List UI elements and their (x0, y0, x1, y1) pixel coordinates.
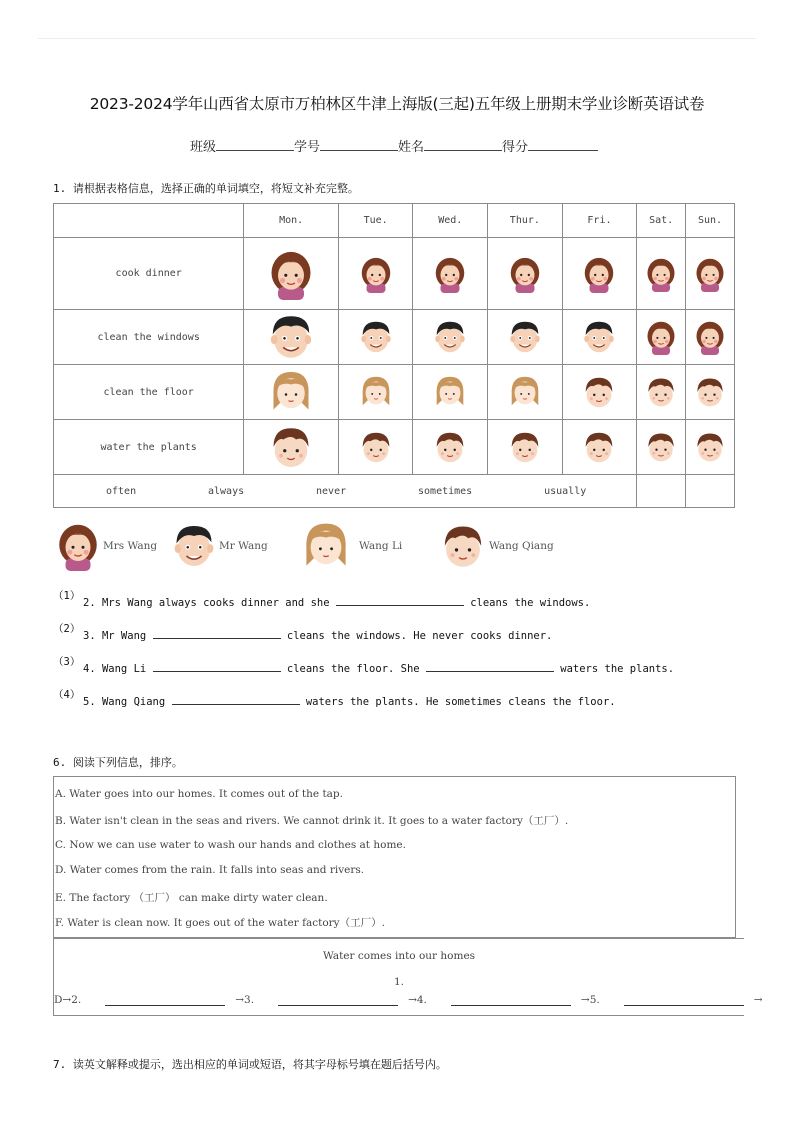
name-label: 姓名 (398, 140, 425, 155)
reading-info-box (53, 776, 736, 938)
sub-question-text: 3. Mr Wang cleans the windows. He never cooks dinner. (83, 627, 552, 642)
name-blank[interactable] (424, 136, 502, 151)
info-line: D. Water comes from the rain. It falls into seas and rivers. (55, 864, 365, 876)
chores-table (53, 203, 735, 508)
answer-blank[interactable] (105, 994, 225, 1006)
table-row (54, 420, 735, 475)
boy-face-icon (338, 420, 413, 475)
answer-blank[interactable] (451, 994, 571, 1006)
answer-blank[interactable] (278, 994, 398, 1006)
day-header: Tue. (338, 204, 413, 238)
activity-label: water the plants (54, 420, 244, 475)
student-number-label: 学号 (294, 140, 321, 155)
boy-face-icon (686, 420, 735, 475)
word-bank-cell (54, 475, 637, 508)
girl-face-icon (297, 518, 355, 574)
empty-cell (637, 475, 686, 508)
student-number-blank[interactable] (320, 136, 398, 151)
flow-title: Water comes into our homes (322, 950, 476, 962)
boy-face-icon (562, 365, 637, 420)
legend-label: Mrs Wang (103, 540, 158, 552)
word-bank-item: always (208, 485, 245, 497)
day-header: Thur. (488, 204, 563, 238)
boy-face-icon (637, 365, 686, 420)
dad-face-icon (413, 310, 488, 365)
ordering-sequence (54, 994, 763, 1006)
class-label: 班级 (190, 140, 217, 155)
answer-blank[interactable] (172, 693, 300, 705)
legend-item (169, 518, 268, 574)
answer-blank[interactable] (624, 994, 744, 1006)
sequence-arrow: → (753, 994, 763, 1006)
word-bank-item: often (106, 485, 137, 497)
activity-label: clean the floor (54, 365, 244, 420)
activity-label: cook dinner (54, 238, 244, 310)
info-line: C. Now we can use water to wash our hands and clothes at home. (55, 839, 406, 851)
sub-question-number: （2） (53, 623, 81, 635)
score-blank[interactable] (528, 136, 598, 151)
activity-label: clean the windows (54, 310, 244, 365)
word-bank-item: usually (544, 485, 587, 497)
sub-question-number: （3） (53, 656, 81, 668)
mom-face-icon (562, 238, 637, 310)
answer-blank[interactable] (426, 660, 554, 672)
boy-face-icon (244, 420, 339, 475)
table-row (54, 310, 735, 365)
day-header: Sun. (686, 204, 735, 238)
sub-question-text: 4. Wang Li cleans the floor. She waters the plants. (83, 660, 674, 675)
mom-face-icon (637, 310, 686, 365)
girl-face-icon (488, 365, 563, 420)
mom-face-icon (637, 238, 686, 310)
legend-item (297, 518, 402, 574)
empty-cell (686, 475, 735, 508)
score-label: 得分 (502, 140, 529, 155)
word-bank (54, 486, 636, 497)
mom-face-icon (53, 518, 103, 574)
character-legend (53, 518, 735, 574)
word-bank-row (54, 475, 735, 508)
day-header: Sat. (637, 204, 686, 238)
sub-question-text: 5. Wang Qiang waters the plants. He sometimes cleans the floor. (83, 693, 616, 708)
word-bank-item: never (316, 485, 347, 497)
boy-face-icon (413, 420, 488, 475)
mom-face-icon (488, 238, 563, 310)
boy-face-icon (562, 420, 637, 475)
mom-face-icon (338, 238, 413, 310)
dad-face-icon (562, 310, 637, 365)
sequence-arrow: →4. (408, 994, 427, 1006)
girl-face-icon (338, 365, 413, 420)
question-1-instruction: 1. 请根据表格信息，选择正确的单词填空，将短文补充完整。 (53, 182, 359, 195)
table-row (54, 238, 735, 310)
sequence-start: D→2. (54, 994, 82, 1006)
table-corner-cell (54, 204, 244, 238)
mom-face-icon (686, 310, 735, 365)
flow-step-one: 1. (393, 976, 405, 988)
table-header-row (54, 204, 735, 238)
page-title: 2023-2024学年山西省太原市万柏林区牛津上海版(三起)五年级上册期末学业诊断英语试卷 (89, 95, 705, 113)
dad-face-icon (169, 518, 219, 574)
girl-face-icon (244, 365, 339, 420)
sequence-arrow: →5. (580, 994, 600, 1006)
answer-blank[interactable] (153, 660, 281, 672)
legend-label: Mr Wang (219, 540, 268, 552)
legend-item (437, 518, 554, 574)
answer-blank[interactable] (153, 627, 281, 639)
dad-face-icon (244, 310, 339, 365)
day-header: Wed. (413, 204, 488, 238)
info-line: B. Water isn't clean in the seas and rivers. We cannot drink it. It goes to a water factory（工厂）. (55, 815, 569, 827)
mom-face-icon (413, 238, 488, 310)
sub-question-number: （1） (53, 590, 81, 602)
girl-face-icon (413, 365, 488, 420)
class-blank[interactable] (216, 136, 294, 151)
boy-face-icon (488, 420, 563, 475)
answer-blank[interactable] (336, 594, 464, 606)
question-6-instruction: 6. 阅读下列信息，排序。 (53, 756, 183, 769)
top-divider (38, 38, 756, 39)
mom-face-icon (244, 238, 339, 310)
dad-face-icon (488, 310, 563, 365)
day-header: Fri. (562, 204, 637, 238)
boy-face-icon (637, 420, 686, 475)
boy-face-icon (686, 365, 735, 420)
boy-face-icon (437, 518, 489, 574)
info-line: F. Water is clean now. It goes out of the water factory（工厂）. (55, 917, 385, 929)
sub-question-text: 2. Mrs Wang always cooks dinner and she cleans the windows. (83, 594, 590, 609)
day-header: Mon. (244, 204, 339, 238)
info-line: E. The factory （工厂） can make dirty water clean. (55, 892, 328, 904)
legend-label: Wang Qiang (489, 540, 554, 552)
ordering-flow-box (53, 938, 763, 1016)
mom-face-icon (686, 238, 735, 310)
question-7-instruction: 7. 读英文解释或提示，选出相应的单词或短语，将其字母标号填在题后括号内。 (53, 1058, 447, 1071)
sequence-arrow: →3. (235, 994, 255, 1006)
legend-label: Wang Li (359, 540, 403, 552)
legend-item (53, 518, 157, 574)
student-info-line (190, 136, 598, 155)
dad-face-icon (338, 310, 413, 365)
info-line: A. Water goes into our homes. It comes out of the tap. (55, 788, 343, 800)
sub-question-number: （4） (53, 689, 81, 701)
word-bank-item: sometimes (418, 485, 473, 497)
table-row (54, 365, 735, 420)
